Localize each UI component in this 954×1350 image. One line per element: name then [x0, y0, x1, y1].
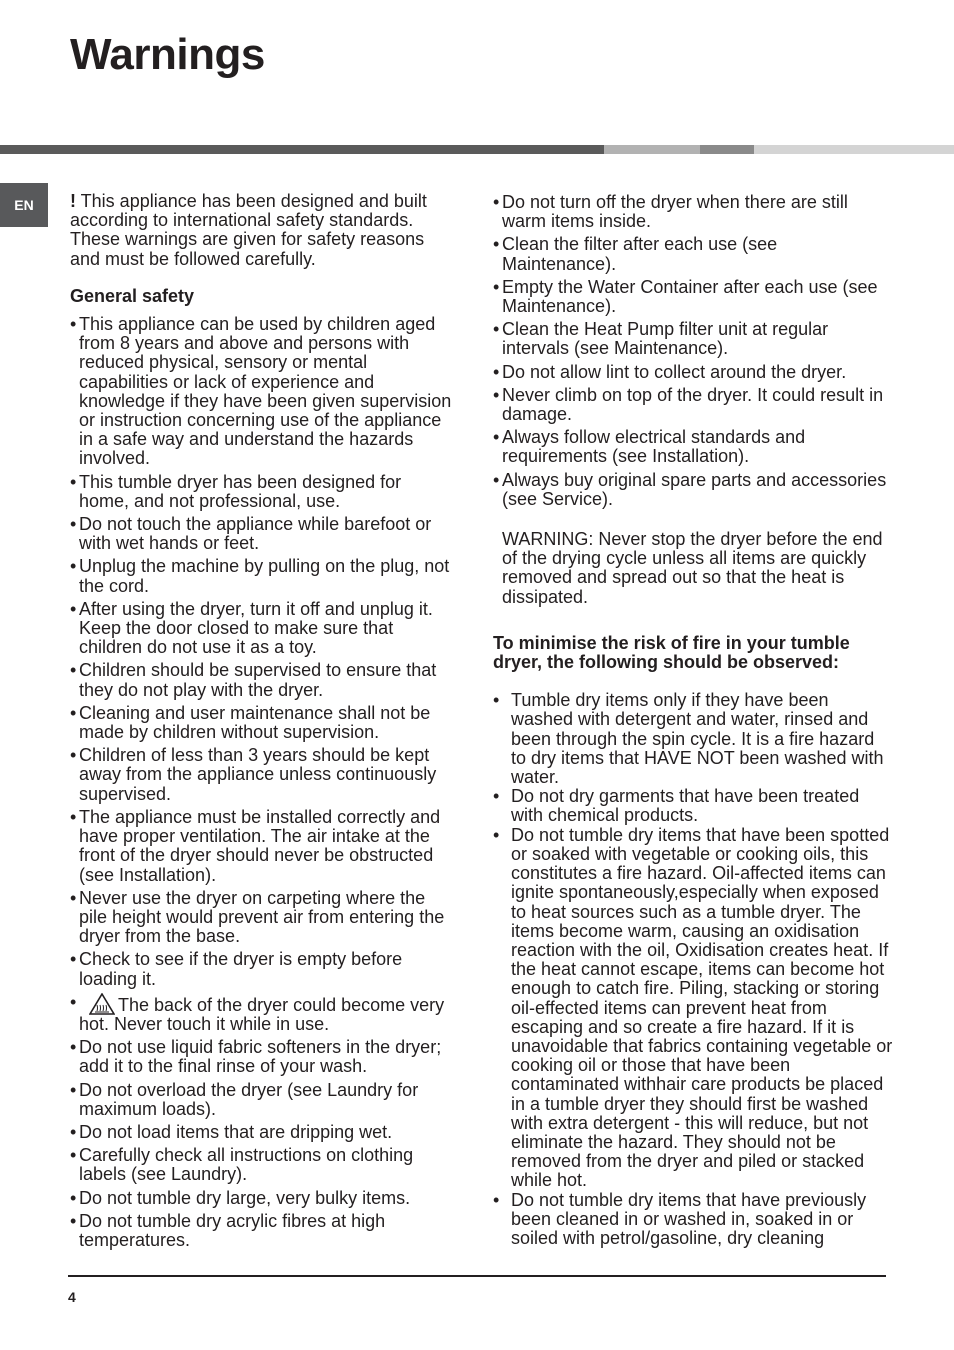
list-item: • Do not load items that are dripping wet. [70, 1123, 455, 1142]
additional-safety-list [493, 193, 893, 509]
list-item: • Cleaning and user maintenance shall not be made by children without supervision. [70, 704, 455, 742]
list-item: • This tumble dryer has been designed for home, and not professional, use. [70, 473, 455, 511]
general-safety-list [70, 315, 455, 1250]
list-item: • Do not dry garments that have been treated with chemical products. [493, 787, 893, 825]
list-item: • Unplug the machine by pulling on the plug, not the cord. [70, 557, 455, 595]
list-item: • Tumble dry items only if they have been washed with detergent and water, rinsed and been through the spin cycle. It is a fire hazard to dry items that HAVE NOT been washed with water. [493, 691, 893, 787]
list-item: • Children of less than 3 years should be kept away from the appliance unless continuously supervised. [70, 746, 455, 804]
list-item: • Clean the Heat Pump filter unit at regular intervals (see Maintenance). [493, 320, 893, 358]
list-item: • Never climb on top of the dryer. It could result in damage. [493, 386, 893, 424]
list-item: • Children should be supervised to ensure that they do not play with the dryer. [70, 661, 455, 699]
list-item: • Empty the Water Container after each use (see Maintenance). [493, 278, 893, 316]
list-item: • Do not use liquid fabric softeners in the dryer; add it to the final rinse of your wash. [70, 1038, 455, 1076]
list-item-hot-surface [70, 993, 455, 1034]
list-item: • Always follow electrical standards and requirements (see Installation). [493, 428, 893, 466]
stripe-mid [700, 145, 754, 154]
list-item: • The appliance must be installed correctly and have proper ventilation. The air intake at the front of the dryer should never be obstructed (see Installation). [70, 808, 455, 885]
fire-risk-heading: To minimise the risk of fire in your tumble dryer, the following should be observed: [493, 632, 850, 673]
list-item: • Never use the dryer on carpeting where the pile height would prevent air from entering the dryer from the base. [70, 889, 455, 947]
stripe-light [604, 145, 700, 154]
right-column [493, 193, 893, 1248]
intro-paragraph [70, 192, 455, 269]
hot-surface-icon [89, 993, 115, 1015]
page-number: 4 [68, 1289, 76, 1305]
list-item: • Clean the filter after each use (see Maintenance). [493, 235, 893, 273]
page-title: Warnings [70, 30, 265, 79]
list-item: • Do not turn off the dryer when there are still warm items inside. [493, 193, 893, 231]
list-item: • Do not tumble dry items that have previously been cleaned in or washed in, soaked in or soiled with petrol/gasoline, dry cleaning [493, 1191, 893, 1249]
fire-risk-list [493, 691, 893, 1248]
list-item: • Do not overload the dryer (see Laundry for maximum loads). [70, 1081, 455, 1119]
list-item: • Check to see if the dryer is empty before loading it. [70, 950, 455, 988]
hot-surface-text: The back of the dryer could become very hot. Never touch it while in use. [79, 994, 445, 1034]
language-tab: EN [0, 183, 48, 227]
list-item: • Always buy original spare parts and accessories (see Service). [493, 471, 893, 509]
list-item: • Do not tumble dry acrylic fibres at high temperatures. [70, 1212, 455, 1250]
list-item: • Do not tumble dry large, very bulky items. [70, 1189, 455, 1208]
warning-paragraph: WARNING: Never stop the dryer before the end of the drying cycle unless all items are quickly removed and spread out so that the heat is dissipated. [502, 529, 883, 607]
list-item: • After using the dryer, turn it off and unplug it. Keep the door closed to make sure that children do not use it as a toy. [70, 600, 455, 658]
list-item: • Do not touch the appliance while barefoot or with wet hands or feet. [70, 515, 455, 553]
stripe-dark [0, 145, 604, 154]
intro-text: This appliance has been designed and built according to international safety standards. These warnings are given for safety reasons and must be followed carefully. [70, 191, 427, 269]
left-column [70, 192, 455, 1254]
footer-rule [68, 1275, 886, 1277]
general-safety-heading: General safety [70, 285, 195, 306]
stripe-pale [754, 145, 954, 154]
list-item: • Do not allow lint to collect around the dryer. [493, 363, 893, 382]
list-item: • This appliance can be used by children aged from 8 years and above and persons with reduced physical, sensory or mental capabilities or lack of experience and knowledge if they have been given supervision or instruction concerning use of the appliance in a safe way and understand the hazards involved. [70, 315, 455, 469]
list-item: • Do not tumble dry items that have been spotted or soaked with vegetable or cooking oils, this constitutes a fire hazard. Oil-affected items can ignite spontaneously,especially when exposed to heat sources such as a tumble dryer. The items become warm, causing an oxidisation reaction with the oil, Oxidisation creates heat. If the heat cannot escape, items can become hot enough to catch fire. Piling, stacking or storing oil-effected items can prevent heat from escaping and so create a fire hazard. If it is unavoidable that fabrics containing vegetable or cooking oil or those that have been contaminated withhair care products be placed in a tumble dryer they should first be washed with extra detergent - this will reduce, but not eliminate the hazard. They should not be removed from the dryer and piled or stacked while hot. [493, 826, 893, 1191]
list-item: • Carefully check all instructions on clothing labels (see Laundry). [70, 1146, 455, 1184]
exclamation-mark: ! [70, 191, 76, 211]
